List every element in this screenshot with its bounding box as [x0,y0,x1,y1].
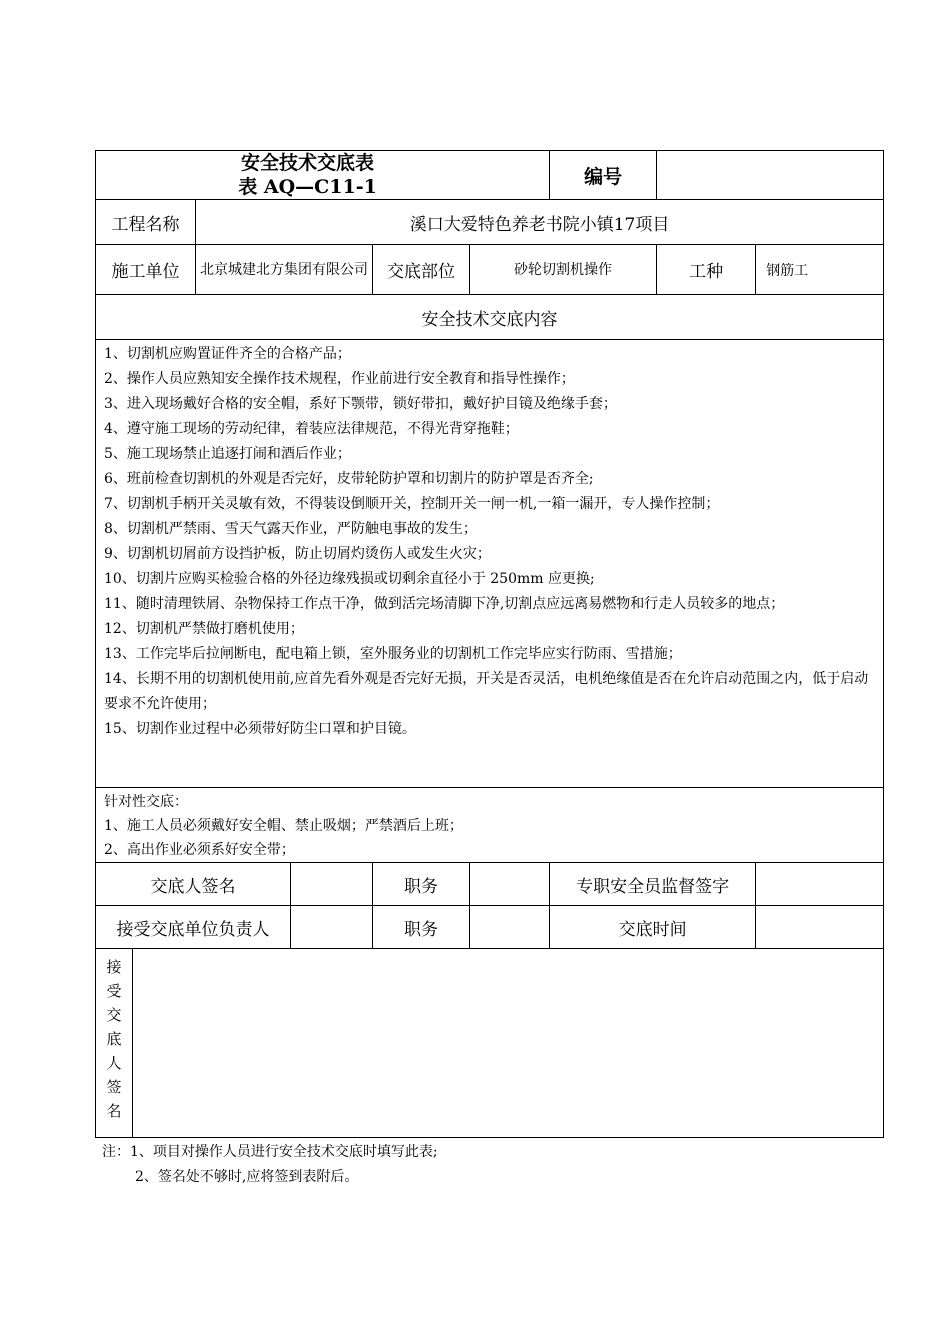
note-line-1: 注：1、项目对操作人员进行安全技术交底时填写此表; [102,1144,438,1160]
recipients-label-char: 受 [106,982,122,1000]
safety-supervisor-field[interactable] [756,863,884,906]
content-item: 14、长期不用的切割机使用前,应首先看外观是否完好无损，开关是否灵活，电机绝缘值是否在允许启动范围之内，低于启动要求不允许使用； [104,671,869,712]
targeted-item: 2、高出作业必须系好安全带； [104,842,295,858]
title-line-1: 安全技术交底表 [241,152,375,174]
content-item: 9、切割机切屑前方设挡护板，防止切屑灼烫伤人或发生火灾； [104,546,491,562]
note-line-2: 2、签名处不够时,应将签到表附后。 [135,1169,359,1185]
content-item: 4、遵守施工现场的劳动纪律，着装应法律规范，不得光背穿拖鞋； [104,421,519,437]
content-heading: 安全技术交底内容 [96,295,884,340]
content-item: 8、切割机严禁雨、雪天气露天作业，严防触电事故的发生； [104,521,477,537]
number-value[interactable] [657,151,884,200]
position-field-1[interactable] [470,863,550,906]
trade-value: 钢筋工 [756,245,884,295]
content-item: 11、随时清理铁屑、杂物保持工作点干净，做到活完场清脚下净,切割点应远离易燃物和行走人员较多的地点； [104,596,785,612]
receiver-head-field[interactable] [291,906,373,949]
form-title [96,151,550,200]
content-item: 3、进入现场戴好合格的安全帽，系好下颚带，锁好带扣，戴好护目镜及绝缘手套； [104,396,617,412]
safety-briefing-form [95,150,869,1190]
content-item: 10、切割片应购买检验合格的外径边缘残损或切剩余直径小于 250mm 应更换; [104,571,595,587]
position-field-2[interactable] [470,906,550,949]
receiver-head-label: 接受交底单位负责人 [96,906,291,949]
position-label-1: 职务 [373,863,470,906]
briefing-content [96,340,884,788]
briefing-location-value: 砂轮切割机操作 [470,245,657,295]
targeted-item: 1、施工人员必须戴好安全帽、禁止吸烟；严禁酒后上班； [104,818,463,834]
position-label-2: 职务 [373,906,470,949]
number-label: 编号 [550,151,657,200]
recipients-label-char: 人 [106,1054,122,1072]
targeted-briefing [96,788,884,863]
discloser-signature-label: 交底人签名 [96,863,291,906]
recipients-label-char: 名 [106,1102,122,1120]
briefing-time-field[interactable] [756,906,884,949]
recipients-label-char: 底 [106,1030,122,1048]
project-name-value: 溪口大爱特色养老书院小镇17项目 [196,200,884,245]
content-item: 5、施工现场禁止追逐打闹和酒后作业； [104,446,351,462]
form-table [95,150,884,1138]
project-name-label: 工程名称 [96,200,196,245]
briefing-location-label: 交底部位 [373,245,470,295]
recipients-label-char: 交 [106,1006,122,1024]
recipients-label-char: 接 [106,958,122,976]
content-item: 12、切割机严禁做打磨机使用； [104,621,304,637]
content-item: 6、班前检查切割机的外观是否完好，皮带轮防护罩和切割片的防护罩是否齐全; [104,471,594,487]
content-item: 2、操作人员应熟知安全操作技术规程，作业前进行安全教育和指导性操作； [104,371,575,387]
construction-unit-label: 施工单位 [96,245,196,295]
content-item: 1、切割机应购置证件齐全的合格产品； [104,346,351,362]
discloser-signature-field[interactable] [291,863,373,906]
targeted-heading: 针对性交底： [104,794,188,810]
trade-label: 工种 [657,245,756,295]
form-notes [95,1140,863,1190]
content-item: 13、工作完毕后拉闸断电，配电箱上锁，室外服务业的切割机工作完毕应实行防雨、雪措施； [104,646,682,662]
recipients-signature-label [96,949,133,1138]
title-line-2: 表 AQ—C11-1 [238,176,377,198]
briefing-time-label: 交底时间 [550,906,756,949]
construction-unit-value: 北京城建北方集团有限公司 [196,245,373,295]
recipients-label-char: 签 [106,1078,122,1096]
safety-supervisor-label: 专职安全员监督签字 [550,863,756,906]
recipients-signature-area[interactable] [133,949,884,1138]
recipients-label-text [96,955,132,1123]
content-item: 7、切割机手柄开关灵敏有效，不得装设倒顺开关，控制开关一闸一机,一箱一漏开，专人操作控制； [104,496,720,512]
content-item: 15、切割作业过程中必须带好防尘口罩和护目镜。 [104,721,416,737]
